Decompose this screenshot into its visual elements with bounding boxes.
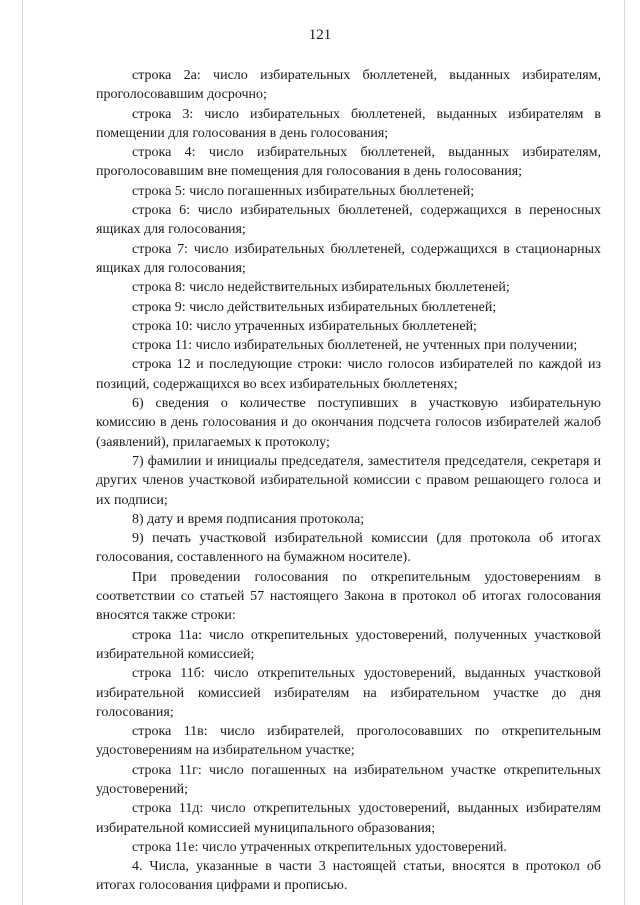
paragraph: При проведении голосования по открепительным удостоверениям в соответствии со статьей 57 настоящего Закона в протокол об итогах голосования вносятся также строки:: [96, 569, 601, 624]
paragraph: 4. Числа, указанные в части 3 настоящей статьи, вносятся в протокол об итогах голосования цифрами и прописью.: [96, 859, 601, 894]
paragraph: строка 6: число избирательных бюллетеней, содержащихся в переносных ящиках для голосования;: [96, 203, 601, 238]
paragraph: строка 12 и последующие строки: число голосов избирателей по каждой из позиций, содержащихся во всех избирательных бюллетенях;: [96, 357, 601, 392]
scan-edge-right: [624, 0, 625, 905]
paragraph: строка 11б: число открепительных удостоверений, выданных участковой избирательной комиссией избирателям на избирательном участке до дня голосования;: [96, 666, 601, 720]
paragraph: 8) дату и время подписания протокола;: [132, 511, 365, 527]
paragraph: строка 10: число утраченных избирательных бюллетеней;: [132, 318, 477, 334]
paragraph: строка 11д: число открепительных удостоверений, выданных избирателям избирательной комиссией муниципального образования;: [96, 801, 601, 836]
paragraph: строка 11г: число погашенных на избирательном участке открепительных удостоверений;: [96, 762, 601, 797]
paragraph: строка 5: число погашенных избирательных бюллетеней;: [132, 183, 475, 199]
paragraph: строка 9: число действительных избирательных бюллетеней;: [132, 299, 497, 315]
paragraph: 9) печать участковой избирательной комиссии (для протокола об итогах голосования, составленного на бумажном носителе).: [96, 531, 601, 566]
body-text: [96, 66, 601, 896]
scan-edge-left: [22, 0, 23, 905]
paragraph: строка 7: число избирательных бюллетеней, содержащихся в стационарных ящиках для голосования;: [96, 241, 601, 276]
paragraph: строка 11а: число открепительных удостоверений, полученных участковой избирательной комиссией;: [96, 627, 601, 662]
paragraph: строка 3: число избирательных бюллетеней, выданных избирателям в помещении для голосования в день голосования;: [96, 106, 601, 141]
paragraph: строка 11: число избирательных бюллетеней, не учтенных при получении;: [132, 338, 578, 354]
paragraph: строка 11е: число утраченных открепительных удостоверений.: [132, 839, 507, 855]
paragraph: строка 8: число недействительных избирательных бюллетеней;: [132, 280, 510, 296]
paragraph: строка 4: число избирательных бюллетеней, выданных избирателям, проголосовавшим вне помещения для голосования в день голосования;: [96, 145, 601, 180]
paragraph: строка 11в: число избирателей, проголосовавших по открепительным удостоверениям на избирательном участке;: [96, 724, 601, 759]
paragraph: 7) фамилии и инициалы председателя, заместителя председателя, секретаря и других членов участковой избирательной комиссии с правом решающего голоса и их подписи;: [96, 453, 601, 508]
paragraph: строка 2а: число избирательных бюллетеней, выданных избирателям, проголосовавшим досрочно;: [96, 68, 601, 103]
page-number: 121: [308, 27, 332, 43]
paragraph: 6) сведения о количестве поступивших в участковую избирательную комиссию в день голосования и до окончания подсчета голосов избирателей жалоб (заявлений), прилагаемых к протоколу;: [96, 396, 601, 450]
